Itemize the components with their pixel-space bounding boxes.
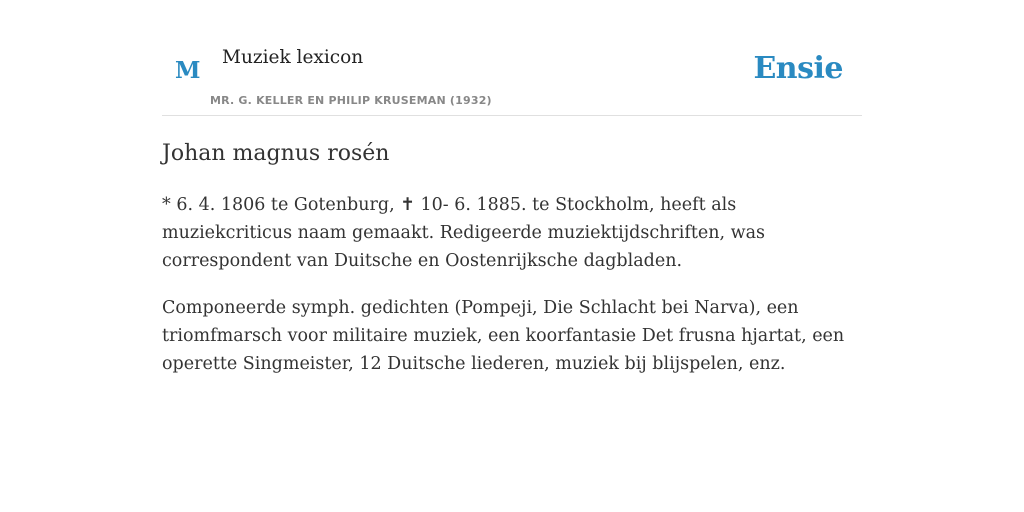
book-title-link[interactable]: Muziek lexicon bbox=[222, 47, 364, 68]
article-paragraph: Componeerde symph. gedichten (Pompeji, Die Schlacht bei Narva), een triomfmarsch voor militaire muziek, een koorfantasie Det frusna hjartat, een operette Singmeister, 12 Duitsche liederen, muziek bij blijspelen, enz. bbox=[162, 298, 845, 374]
article-title: Johan magnus rosén bbox=[162, 141, 390, 166]
article bbox=[162, 137, 862, 378]
book-header bbox=[162, 40, 862, 116]
book-letter-icon[interactable]: M bbox=[175, 57, 201, 84]
ensie-logo-link[interactable]: Ensie bbox=[753, 51, 843, 86]
article-body bbox=[162, 191, 862, 378]
book-authors: MR. G. KELLER EN PHILIP KRUSEMAN (1932) bbox=[210, 94, 492, 107]
article-paragraph: * 6. 4. 1806 te Gotenburg, ✝ 10- 6. 1885. te Stockholm, heeft als muziekcriticus naam gemaakt. Redigeerde muziektijdschriften, was correspondent van Duitsche en Oostenrijksche dagbladen. bbox=[162, 195, 766, 271]
